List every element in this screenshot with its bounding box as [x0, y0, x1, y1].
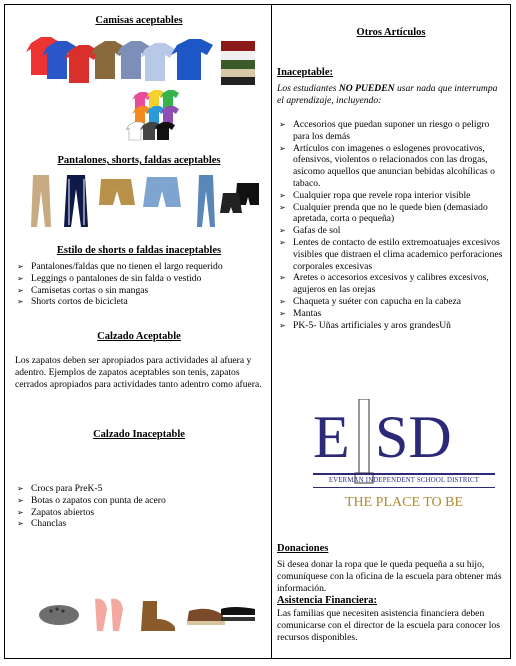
intro-part: Los estudiantes	[277, 83, 339, 94]
list-item: ➢ Zapatos abiertos	[17, 507, 267, 519]
otros-articulos-heading: Otros Artículos	[356, 27, 426, 38]
list-item: ➢ Pantalones/faldas que no tienen el largo requerido	[17, 261, 267, 273]
list-item: ➢ Mantas	[279, 308, 505, 320]
list-item: ➢ Lentes de contacto de estilo extremoatuajes excesivos visibles que distraen el clima academico perforaciones corporales excesivas	[279, 237, 505, 272]
camisas-heading: Camisas aceptables	[95, 15, 183, 26]
list-item: ➢ Leggings o pantalones de sin falda o vestido	[17, 273, 267, 285]
list-item: ➢ Cualquier prenda que no le quede bien (demasiado apretada, corta o pequeña)	[279, 202, 505, 226]
list-item: ➢ Artículos con imagenes o eslogenes provocativos, ofensivos, violentos o relacionados con las drogas, asícomo aquellos que anuncian bebidas alcohílicas o tabaco.	[279, 143, 505, 190]
list-item: ➢ Chanclas	[17, 518, 267, 530]
folded-shirts	[221, 41, 255, 85]
list-item: ➢ Botas o zapatos con punta de acero	[17, 495, 267, 507]
eisd-logo	[313, 404, 493, 531]
calzado-inaceptable-list	[17, 483, 267, 530]
shoes-image	[37, 595, 261, 635]
donaciones-text: Si desea donar la ropa que le queda pequeña a su hijo, comuníquese con la oficina de la escuela para obtener más información.	[277, 559, 502, 594]
logo-letter-e: E	[313, 404, 350, 470]
donaciones-heading: Donaciones	[277, 543, 329, 554]
inaceptable-list	[279, 119, 505, 331]
list-item: ➢ Accesorios que puedan suponer un riesgo o peligro para los demás	[279, 119, 505, 143]
intro-text	[277, 83, 505, 107]
shirts-image	[25, 33, 255, 141]
pants-image	[27, 171, 259, 231]
logo-letters-sd: SD	[375, 404, 452, 470]
calzado-aceptable-heading: Calzado Aceptable	[97, 331, 181, 342]
shorts-inaceptables-heading: Estilo de shorts o faldas inaceptables	[56, 245, 222, 256]
list-item: ➢ PK-5- Uñas artificiales y aros grandesUñ	[279, 320, 505, 332]
logo-rule	[313, 487, 495, 488]
asistencia-text: Las familias que necesiten asistencia financiera deben comunicarse con el director de la escuela para conocer los recursos disponibles.	[277, 608, 500, 643]
column-divider	[271, 5, 272, 658]
pantalones-heading: Pantalones, shorts, faldas aceptables	[57, 155, 221, 166]
shorts-list	[17, 261, 267, 308]
list-item: ➢ Crocs para PreK-5	[17, 483, 267, 495]
asistencia-heading: Asistencia Financiera:	[277, 595, 378, 606]
list-item: ➢ Cualquier ropa que revele ropa interior visible	[279, 190, 505, 202]
intro-emphasis: NO PUEDEN	[338, 83, 395, 94]
list-item: ➢ Gafas de sol	[279, 225, 505, 237]
logo-tagline: THE PLACE TO BE	[344, 495, 464, 510]
calzado-inaceptable-heading: Calzado Inaceptable	[93, 429, 185, 440]
inaceptable-heading: Inaceptable:	[277, 67, 333, 78]
logo-district-name: EVERMAN INDEPENDENT SCHOOL DISTRICT	[328, 477, 480, 484]
intro-part: usar nada que interrumpa el aprendizaje, incluyendo:	[277, 83, 498, 106]
flyer-page	[4, 4, 511, 659]
list-item: ➢ Shorts cortos de bicicleta	[17, 296, 267, 308]
logo-rule	[313, 473, 495, 475]
list-item: ➢ Chaqueta y suéter con capucha en la cabeza	[279, 296, 505, 308]
list-item: ➢ Aretes o accesorios excesivos y calibres excesivos, agujeros en las orejas	[279, 272, 505, 296]
calzado-aceptable-text: Los zapatos deben ser apropiados para actividades al afuera y adentro. Ejemplos de zapatos aceptables son tenis, zapatos cerrados apropiados para actividades tanto adentro como afuera.	[15, 355, 262, 390]
list-item: ➢ Camisetas cortas o sin mangas	[17, 285, 267, 297]
